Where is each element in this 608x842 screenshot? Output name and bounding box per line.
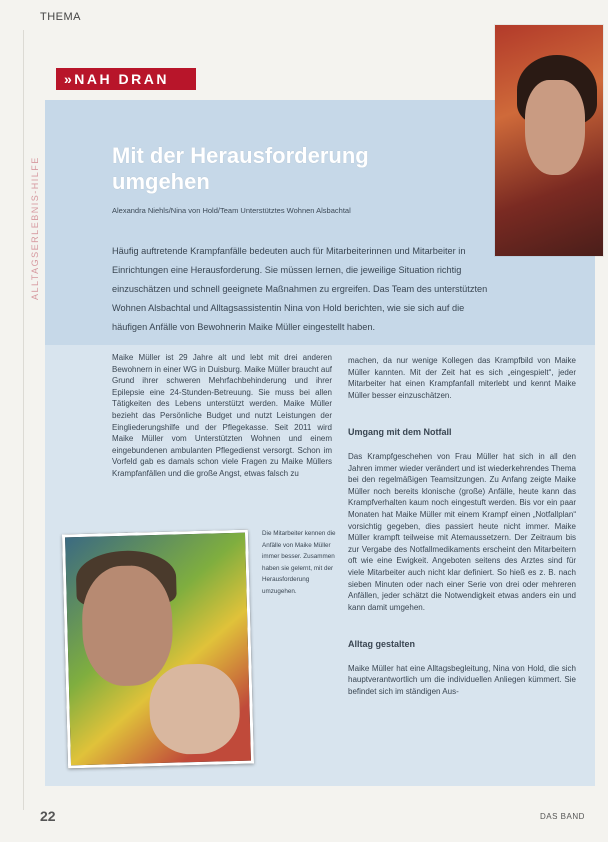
side-category-label: ALLTAGSERLEBNIS-HILFE	[30, 156, 40, 300]
article-title: Mit der Herausforderung umgehen	[112, 143, 369, 194]
photo-caregiver-patient	[62, 530, 254, 769]
photo-face-shape	[81, 565, 174, 687]
subheading-alltag: Alltag gestalten	[348, 639, 416, 650]
magazine-name: DAS BAND	[540, 812, 585, 821]
subheading-notfall: Umgang mit dem Notfall	[348, 427, 452, 438]
photo-caption: Die Mitarbeiter kennen die Anfälle von Maike Müller immer besser. Zusammen haben sie gelernt, mit der Herausforderung umzugehen.	[262, 530, 336, 595]
category-tag: »NAH DRAN	[56, 68, 196, 90]
photo-woman-red-cloth	[495, 25, 603, 256]
photo-face-shape	[525, 80, 585, 175]
body-paragraph: Maike Müller ist 29 Jahre alt und lebt mit drei anderen Bewohnern in einer WG in Duisburg. Maike Müller braucht auf Grund ihrer schweren Mehrfachbehinderung und ihrer Epilepsie eine 24-Stunden-Betreuung. Sie muss bei allen Tätigkeiten des Lebens unterstützt werden. Maike Müller bezieht das Persönliche Budget und nutzt Leistungen der Eingliederungshilfe und der Pflegekasse. Seit 2011 wird Maike Müller vom Unterstützten Wohnen und einem eingebundenen ambulanten Pflegedienst versorgt. Schon im Vorfeld gab es damals schon viele Fragen zu Maike Müllers Krampfanfällen und die große Angst, etwas falsch zu	[112, 353, 332, 478]
body-paragraph: machen, da nur wenige Kollegen das Krampfbild von Maike Müller kannten. Mit der Zeit hat es sich „eingespielt“, jeder Mitarbeiter hat einen Krampfanfall miterlebt und kennt Maike Müller besser einzuschätzen.	[348, 356, 576, 400]
body-paragraph: Maike Müller hat eine Alltagsbegleitung, Nina von Hold, die sich hauptverantwortlich um die individuellen Anliegen kümmert. Sie befindet sich im ständigen Aus-	[348, 663, 576, 697]
section-label: THEMA	[40, 11, 81, 23]
body-paragraph: Das Krampfgeschehen von Frau Müller hat sich in all den Jahren immer wieder verändert und ist wiederkehrendes Thema bei den regelmäßigen Teamsitzungen. Zu Anfang zeigte Maike Müller noch bereits klonische (große) Anfälle, heute kann das Krampfverhalten kaum noch eingestuft werden. Bis vor ein paar Monaten hat Maike Müller mit einem Krampf einen „Notfallplan“ vorsichtig gegeben, dies passiert heute nicht immer. Maike Müller krampft teilweise mit Atemaussetzern. Der Zeitraum bis zur Vergabe des Notfallmedikaments erscheint den Mitarbeitern oft wie eine Ewigkeit. Angeboten seitens des Arztes sind für viele Mitarbeiter auch nicht klar definiert. So hieß es z. B. nach sieben Minuten oder nach einer Serie von drei oder mehreren Anfällen, jeder schätzt die Notwendigkeit etwas anders ein und kann damit umgehen.	[348, 451, 576, 612]
article-authors: Alexandra Niehls/Nina von Hold/Team Unterstütztes Wohnen Alsbachtal	[112, 206, 351, 215]
page-number: 22	[40, 808, 56, 824]
margin-rule	[23, 30, 24, 810]
photo-face-shape	[148, 663, 240, 755]
body-column-2	[348, 355, 576, 698]
article-lead: Häufig auftretende Krampfanfälle bedeuten auch für Mitarbeiterinnen und Mitarbeiter in Einrichtungen eine Herausforderung. Sie müssen lernen, die jeweilige Situation richtig einzuschätzen und schnell geeignete Maßnahmen zu ergreifen. Das Team des unterstützten Wohnen Alsbachtal und Alltagsassistentin Nina von Hold berichten, wie sie sich auf die häufigen Anfälle von Bewohnerin Maike Müller eingestellt haben.	[112, 246, 488, 332]
body-column-1	[112, 352, 332, 480]
